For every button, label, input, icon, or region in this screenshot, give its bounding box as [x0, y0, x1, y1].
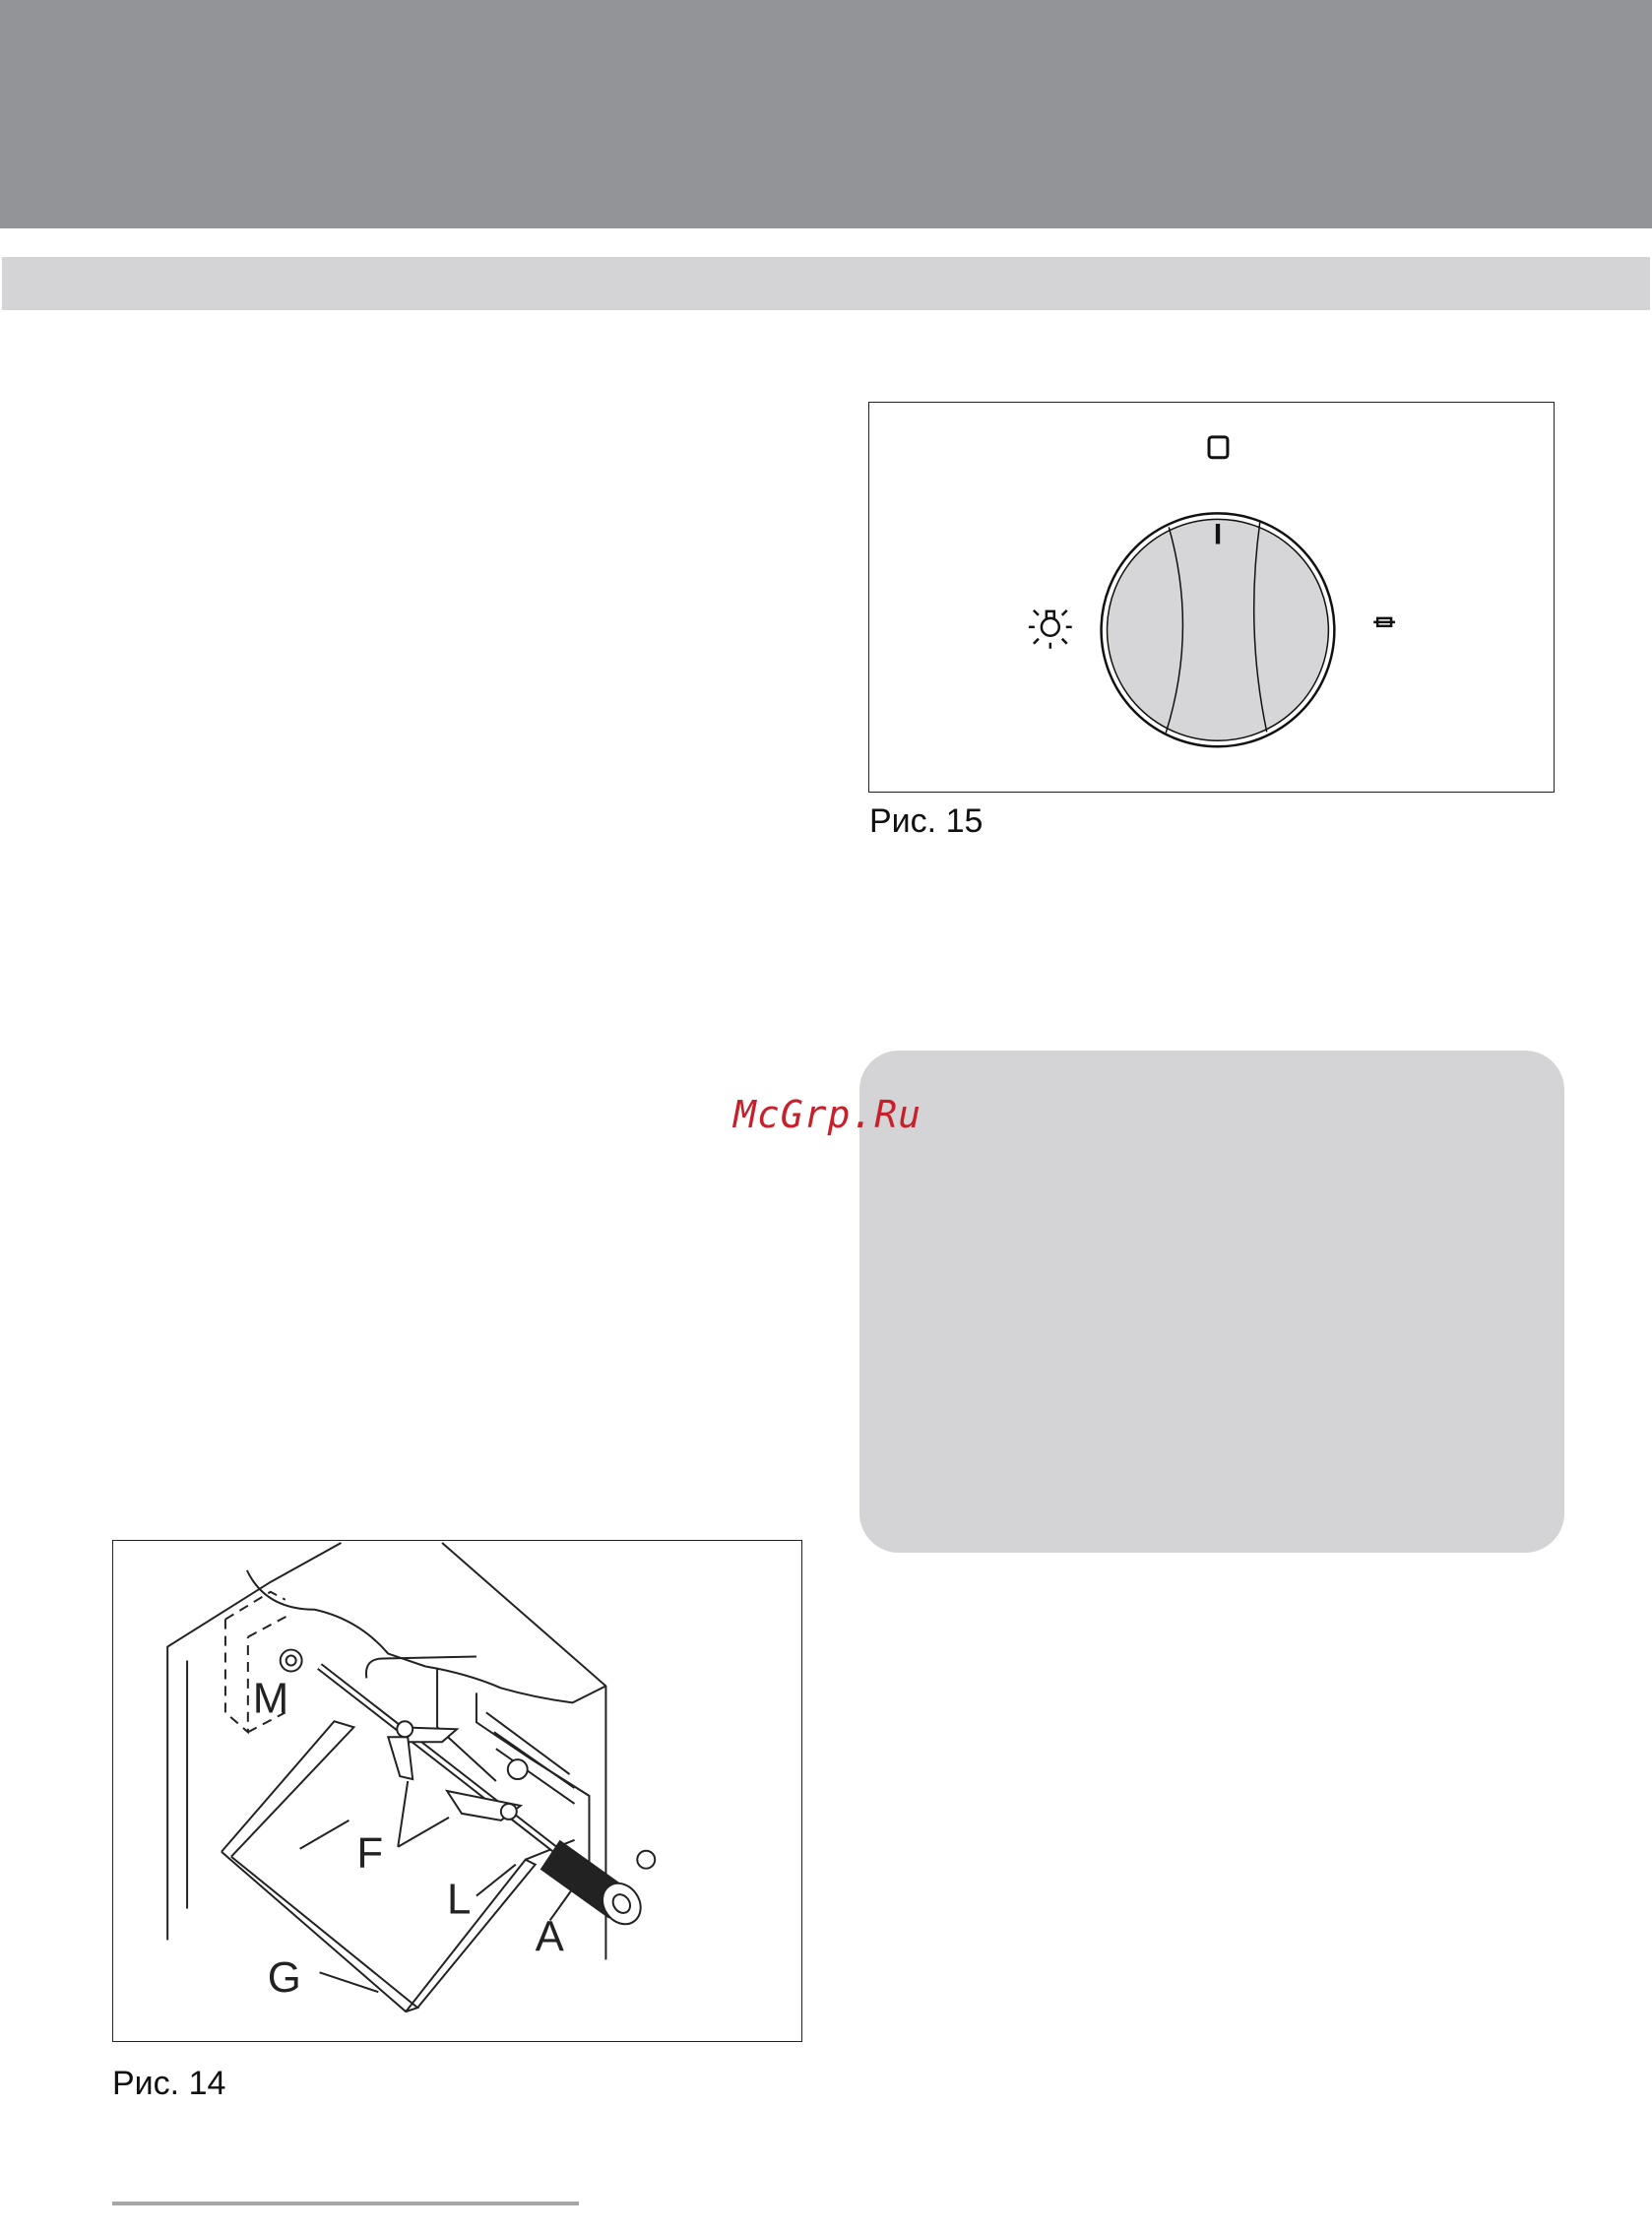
section-band [2, 257, 1650, 310]
figure-14-rotisserie-diagram [112, 1540, 802, 2042]
label-f: F [356, 1828, 384, 1878]
footer-rule [112, 2202, 579, 2205]
knob-diagram-svg [869, 403, 1554, 792]
figure-15-caption: Рис. 15 [869, 802, 984, 840]
oven-cavity [167, 1543, 605, 1959]
figure-14-caption: Рис. 14 [112, 2065, 226, 2102]
label-a: A [535, 1912, 564, 1961]
label-g: G [267, 1953, 301, 2003]
label-l: L [447, 1875, 472, 1924]
knob-face [1108, 519, 1329, 740]
header-band [0, 0, 1652, 228]
figure-15-knob-diagram [868, 402, 1555, 793]
motor-socket [281, 1650, 302, 1672]
leader-lines [300, 1781, 575, 1992]
note-panel [859, 1051, 1564, 1553]
knob-mark: I [1213, 518, 1223, 551]
watermark-text: McGrp.Ru [733, 1093, 922, 1136]
rotisserie-diagram-svg [113, 1541, 801, 2041]
off-square-icon [1209, 437, 1228, 458]
oven-lamp-icon [1029, 610, 1072, 649]
label-m: M [252, 1674, 289, 1723]
rotisserie-icon [1373, 618, 1395, 626]
